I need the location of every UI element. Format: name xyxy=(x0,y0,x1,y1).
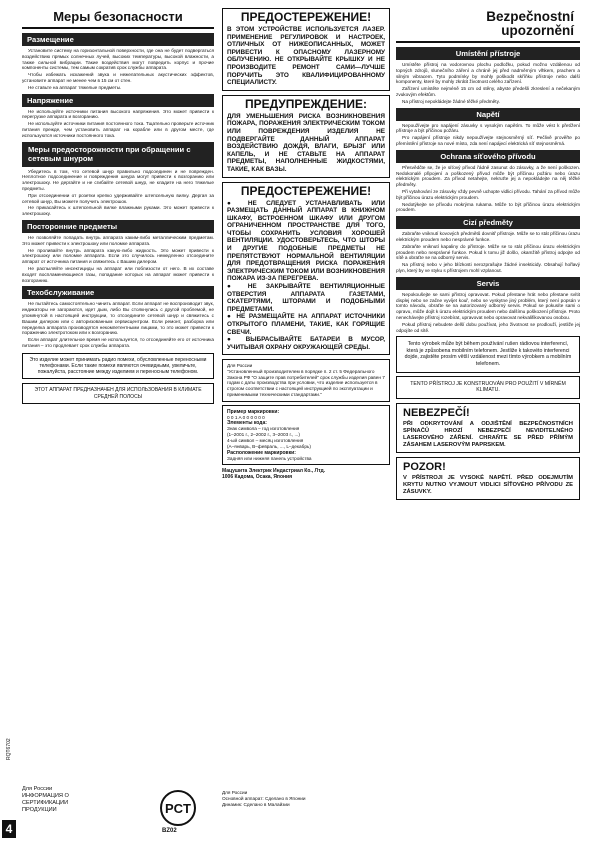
marking-code: 0 0 1 A 0 0 0 0 0 0 xyxy=(227,414,265,420)
note-text: Это изделие может принимать радио помехи, обусловленные переносными телефонами. Если такие помехи являются очевидными, увеличьте, пожалуйста, расстояние между изделием и переносным телефоном. xyxy=(29,356,207,376)
marking-line: Знак символа – год изготовления xyxy=(227,426,300,432)
paragraph: Не распыляйте инсектициды на аппарат или поблизости от него. В их составе входят воспламеняющиеся газы, попадание которых на аппарат может привести к возгоранию. xyxy=(22,265,214,283)
note-head: Для России xyxy=(227,363,253,369)
paragraph: Убедитесь в том, что сетевой шнур правильно подсоединен и не поврежден. Неплотное подсоединение и повреждения шнура могут привести к возгоранию или электрошоку. Не дергайте и не сгибайте сетевой шнур, не кладите на него тяжелые предметы. xyxy=(22,168,214,191)
paragraph: Zabraňte vniknutí kovových předmětů dovnitř přístroje. Může se to stát příčinou úrazu elektrickým proudem nebo nesprávné funkce. xyxy=(396,231,580,242)
section-head-cord: Ochrana síťového přívodu xyxy=(396,150,580,163)
marking-head: Пример маркировки: xyxy=(227,408,280,415)
warning-title: NEBEZPEČÍ! xyxy=(403,406,470,419)
origin-line: Основной аппарат: Сделано в Японии xyxy=(222,795,306,801)
title-line: upozornění xyxy=(501,23,574,38)
climate-note xyxy=(22,383,214,403)
section-head-voltage: Napětí xyxy=(396,108,580,121)
paragraph: Pro napájení přístroje nikdy nepoužívejte stejnosměrný síť. Pečlivě prověřte po přemístění přístroje na nové místo, zda není napájecí elektrická síť stejnosměrná. xyxy=(396,135,580,146)
marking-line: (А–январь, В–февраль, ..., L–декабрь) xyxy=(227,443,311,449)
paragraph: Не используйте источники питания высокого напряжения. Это может привести к перегрузке аппарата и возгоранию. xyxy=(22,108,214,120)
logo-text: PCT xyxy=(165,800,191,816)
section-head-placement: Размещение xyxy=(22,33,214,46)
paragraph: Na přístroj nebo v jeho blízkosti nerozprašujte žádné insekticidy. Obsahují hořlavý plyn, který by ve styku s přístrojem mohl vzplanout. xyxy=(396,262,580,273)
marking-line: 4-ый символ – месяц изготовления xyxy=(227,437,304,443)
warning-title: ПРЕДОСТЕРЕЖЕНИЕ! xyxy=(240,183,372,198)
paragraph: Если аппарат длительное время не используется, то отсоединяйте его от источника питания – это продлевает срок службы аппарата. xyxy=(22,337,214,348)
danger-warning-box xyxy=(396,403,580,453)
page-number: 4 xyxy=(2,820,16,838)
location-head: Расположение маркировки: xyxy=(227,449,296,456)
note-body: "Установленный производителем в порядке п. 2 ст. 5 Федерального Закона РФ "О защите прав потребителей" срок службы изделия равен 7 годам с даты производства при условии, что изделие используется в строгом соответствии с настоящей инструкцией по эксплуатации и применимыми техническими стандартами." xyxy=(227,369,385,397)
service-life-note xyxy=(222,359,390,401)
section-head-voltage: Напряжение xyxy=(22,94,214,107)
paragraph: Zabraňte vniknutí kapaliny do přístroje. Může se to stát příčinou úrazu elektrickým proudem nebo nesprávné funkce. Pokud k tomu již došlo, okamžitě přístroj odpojte od sítě a obraťte se na odborný servis. xyxy=(396,243,580,261)
climate-note xyxy=(396,376,580,399)
paragraph: Umístěte přístroj na vodorovnou plochu podložku, pokud možno vzdálenou od topných zdrojů, slunečního záření a chráně jej před nadměrným vlhkem, prachem a silným vibracem. Tyto podmínky by mohly poškodit skříňku přístroje nebo další komponenty, které by mohly zkrátit životnost celého zařízení. xyxy=(396,62,580,85)
laser-warning-box xyxy=(222,8,390,91)
middle-column xyxy=(222,8,390,480)
left-column xyxy=(22,8,214,404)
manufacturer-line: 1006 Кадома, Осака, Япония xyxy=(222,474,293,481)
section-head-service: Техобслуживание xyxy=(22,286,214,299)
paragraph: Установите систему на горизонтальной поверхности, где она не будет подвергаться воздействию прямых солнечных лучей, высоких температуры, высокой влажности, а также сильной вибрации. Такие воздействия могут повредить корпус и прочие компоненты системы, тем самым сократив срок службы аппарата. xyxy=(22,48,214,71)
section-head-service: Servis xyxy=(396,277,580,290)
section-head-placement: Umístění přístroje xyxy=(396,47,580,60)
origin-head: Для России xyxy=(222,790,248,795)
elements-head: Элементы кода: xyxy=(227,420,267,427)
paragraph: Не прикасайтесь к штепсельной вилке влажными руками. Это может привести к электрошоку. xyxy=(22,205,214,217)
cert-line: ПРОДУКЦИИ xyxy=(22,807,57,813)
manufacturer-line: Мацушита Электрик Индастриал Ко., Лтд. xyxy=(222,468,326,475)
paragraph: Не используйте источники питания постоянного тока. Тщательно проверьте источник питания прежде, чем установить аппарат на корабле или в другом месте, где используются источники постоянного тока. xyxy=(22,121,214,138)
warning-title: POZOR! xyxy=(403,460,446,473)
origin-line: Динамик: Сделано в Малайзии xyxy=(222,801,290,807)
warning-body: В ЭТОМ УСТРОЙСТВЕ ИСПОЛЬЗУЕТСЯ ЛАЗЕР. ПРИМЕНЕНИЕ РЕГУЛИРОВОК И НАСТРОЕК, ОТЛИЧНЫХ ОТ НИЖЕОПИСАННЫХ, МОЖЕТ ПРИВЕСТИ К ОПАСНОМУ ЛАЗЕРНОМУ ОБЛУЧЕНИЮ. НЕ ОТКРЫВАЙТЕ КРЫШКУ И НЕ ПРОИЗВОДИТЕ РЕМОНТ САМИ—ЛУЧШЕ ПОРУЧИТЬ ЭТО КВАЛИФИЦИРОВАННОМУ СПЕЦИАЛИСТУ. xyxy=(227,26,385,87)
radio-interference-note xyxy=(22,353,214,380)
warning-bullet: ● НЕ РАЗМЕЩАЙТЕ НА АППАРАТ ИСТОЧНИКИ ОТКРЫТОГО ПЛАМЕНИ, ТАКИЕ, КАК ГОРЯЩИЕ СВЕЧИ. xyxy=(227,313,385,336)
warning-body: PŘI ODKRYTOVÁNÍ A ODJIŠTĚNÍ BEZPEČNOSTNÍCH SPÍNAČŮ HROZÍ NEBEZPEČÍ NEVIDITELNÉHO LASEROVÉHO ZÁŘENÍ. CHRAŇTE SE PŘED PŘÍMÝM ZÁSAHEM LASEROVÝM PAPRSKEM. xyxy=(403,420,573,448)
document-code: RQT6702 xyxy=(6,738,12,760)
section-head-foreign-objects: Cizí předměty xyxy=(396,216,580,229)
paragraph: Pokud přístroj nebudete delší dobu používat, jeho životnost se prodlouží, jestliže jej odpojíte od sítě. xyxy=(396,321,580,333)
paragraph: Nepoužívejte pro napájení zásuvky s vysokým napětím. To může vést k přetížení přístroje a být příčinou požáru. xyxy=(396,122,580,134)
note-text: TENTO PŘÍSTROJ JE KONSTRUOVÁN PRO POUŽITÍ V MÍRNÉM KLIMATU. xyxy=(410,380,566,394)
warning-body: V PŘÍSTROJI JE VYSOKÉ NAPĚTÍ. PŘED ODEJMUTÍM KRYTU NUTNO VYJMOUT VIDLICI SÍŤOVÉHO PŘÍVODU ZE ZÁSUVKY. xyxy=(403,474,573,495)
paragraph: Не пытайтесь самостоятельно чинить аппарат. Если аппарат не воспроизводит звук, индикаторы не загораются, идет дым, либо Вы столкнулись с другой проблемой, не упомянутой в настоящей инструкции, то отсоедините сетевой шнур и свяжитесь с Вашим дилером или с авторизованным сервисцентром. Если ремонт, разборка или переделка аппарата производятся некомпетентными лицами, то это может привести к поражению электротоком или к возгоранию. xyxy=(22,301,214,336)
warning-title: ПРЕДУПРЕЖДЕНИЕ: xyxy=(244,96,368,111)
cert-line: ИНФОРМАЦИЯ О xyxy=(22,793,69,799)
warning-bullet: ● ВЫБРАСЫВАЙТЕ БАТАРЕИ В МУСОР, УЧИТЫВАЯ ОХРАНУ ОКРУЖАЮЩЕЙ СРЕДЫ. xyxy=(227,336,385,351)
warning-title: ПРЕДОСТЕРЕЖЕНИЕ! xyxy=(240,10,372,24)
caution-warning-box xyxy=(396,457,580,500)
paragraph: Při vytahování ze zásuvky vždy pevně uchopte vidlici přívodu. Tahání za přívod může být příčinou úrazu elektrickým proudem. xyxy=(396,188,580,200)
warning-body: ДЛЯ УМЕНЬШЕНИЯ РИСКА ВОЗНИКНОВЕНИЯ ПОЖАРА, ПОРАЖЕНИЯ ЭЛЕКТРИЧЕСКИМ ТОКОМ ИЛИ ПОВРЕЖДЕНИЯ ИЗДЕЛИЯ НЕ ПОДВЕРГАЙТЕ ДАННЫЙ АППАРАТ ВОЗДЕЙСТВИЮ ДОЖДЯ, ВЛАГИ, БРЫЗГ ИЛИ КАПЕЛЬ, И НЕ СТАВЬТЕ НА АППАРАТ ПРЕДМЕТЫ, НАПОЛНЕННЫЕ ЖИДКОСТЯМИ, ТАКИЕ, КАК ВАЗЫ. xyxy=(227,112,385,173)
right-column-title xyxy=(396,8,580,43)
fire-warning-box xyxy=(222,95,390,178)
paragraph: Не проливайте внутрь аппарата какую-либо жидкость. Это может привести к электрошоку или поломке аппарата. Если это случилось немедленно отсоедините аппарат от источника питания и свяжитесь с Вашим дилером. xyxy=(22,247,214,265)
paragraph: Nepokoušejte se sami přístroj opravovat. Pokud přestane hrát nebo přestane svítit displej nebo se začne vyvíjet kouř, nebo se vyskytne jiný problém, který není popsán v tomto návodu, obraťte se na autorizovaný odborný servis. Pokud se pokusíte sami o opravu, může dojít k úrazu elektrickým proudem nebo dalšímu poškození přístroje. Proto nenechávejte přístroj rozebírat, upravovat nebo opravovat nekvalifikovanou osobou. xyxy=(396,291,580,320)
certification-info xyxy=(22,786,152,814)
section-head-foreign-objects: Посторонние предметы xyxy=(22,220,214,233)
paragraph: Nedotýkejte se přívodu mokrýma rukama. Může to být příčinou úrazu elektrickým proudem. xyxy=(396,201,580,213)
warning-bullet: ● НЕ СЛЕДУЕТ УСТАНАВЛИВАТЬ ИЛИ РАЗМЕЩАТЬ ДАННЫЙ АППАРАТ В КНИЖНОМ ШКАФУ, ВСТРОЕННОМ ШКАФУ ИЛИ ДРУГОМ ОГРАНИЧЕННОМ ПРОСТРАНСТВЕ ДЛЯ ТОГО, ЧТОБЫ СОХРАНИТЬ УСЛОВИЯ ХОРОШЕЙ ВЕНТИЛЯЦИИ. УДОСТОВЕРЬТЕСЬ, ЧТО ШТОРЫ И ДРУГИЕ ПОДОБНЫЕ ПРЕДМЕТЫ НЕ ПРЕПЯТСТВУЮТ НОРМАЛЬНОЙ ВЕНТИЛЯЦИИ ДЛЯ ПРЕДОТВРАЩЕНИЯ РИСКА ПОРАЖЕНИЯ ЭЛЕКТРИЧЕСКИМ ТОКОМ ИЛИ ВОЗНИКНОВЕНИЯ ПОЖАРА ИЗ-ЗА ПЕРЕГРЕВА. xyxy=(227,199,386,283)
note-text: ЭТОТ АППАРАТ ПРЕДНАЗНАЧЕН ДЛЯ ИСПОЛЬЗОВАНИЯ В КЛИМАТЕ СРЕДНЕЙ ПОЛОСЫ xyxy=(34,387,202,400)
marking-line: (1–2001 г., 2–2002 г., 3–2003 г., ...) xyxy=(227,432,300,438)
title-line: Bezpečnostní xyxy=(486,9,574,24)
cert-line: Для России xyxy=(22,786,53,792)
left-column-title: Меры безопасности xyxy=(22,8,214,29)
origin-info xyxy=(222,790,390,807)
paragraph: Na přístroj nepokládejte žádné těžké předměty. xyxy=(402,98,500,104)
paragraph: Чтобы избежать искажений звука и нежелательных акустических эффектов, установите аппарат не менее чем в 15 см от стен. xyxy=(22,72,214,83)
warning-bullet: ● НЕ ЗАКРЫВАЙТЕ ВЕНТИЛЯЦИОННЫЕ ОТВЕРСТИЯ АППАРАТА ГАЗЕТАМИ, СКАТЕРТЯМИ, ШТОРАМИ И ПОДОБНЫМИ ПРЕДМЕТАМИ. xyxy=(227,283,386,313)
paragraph: Zařízení umístěte nejméně 15 cm od stěny, abyste předešli zkreslení a nečekaným zvukovým efektům. xyxy=(396,86,580,97)
radio-interference-note xyxy=(396,336,580,372)
paragraph: Не позволяйте попадать внутрь аппарата каким-либо металлическим предметам. Это может привести к электрошоку или поломке аппарата. xyxy=(22,234,214,246)
certification-logo-icon xyxy=(160,790,196,826)
cert-line: СЕРТИФИКАЦИИ xyxy=(22,800,69,806)
paragraph: При отсоединении от розетки крепко удерживайте штепсельную вилку. Дергая за сетевой шнур, Вы можете получить электрошок. xyxy=(22,192,214,204)
note-text: Tento výrobek může být během používání rušen rádiovou interferencí, která je způsobena mobilním telefonem. Jestliže k takovéto interferenci dojde, zajistěte prosím větší vzdálenost mezi tímto výrobkem a mobilním telefonem. xyxy=(404,341,572,368)
certification-code: BZ02 xyxy=(162,828,177,834)
section-head-cord: Меры предосторожности при обращении с сетевым шнуром xyxy=(22,142,214,167)
location-text: Задняя или нижняя панель устройства xyxy=(227,455,312,461)
paragraph: Přesvědčte se, že je síťový přívod řádně zasunut do zásuvky, a že není poškozen. Nedokonalé připojení a poškozený přívod může být příčinou požáru nebo úrazu elektrickým proudem. Za přívod netahejte, nekruťte jej a nepokládejte na něj těžké předměty. xyxy=(396,164,580,188)
right-column xyxy=(396,8,580,500)
marking-example-box xyxy=(222,405,390,466)
paragraph: Не ставьте на аппарат тяжелые предметы. xyxy=(28,84,122,90)
ventilation-warning-box xyxy=(222,182,390,356)
